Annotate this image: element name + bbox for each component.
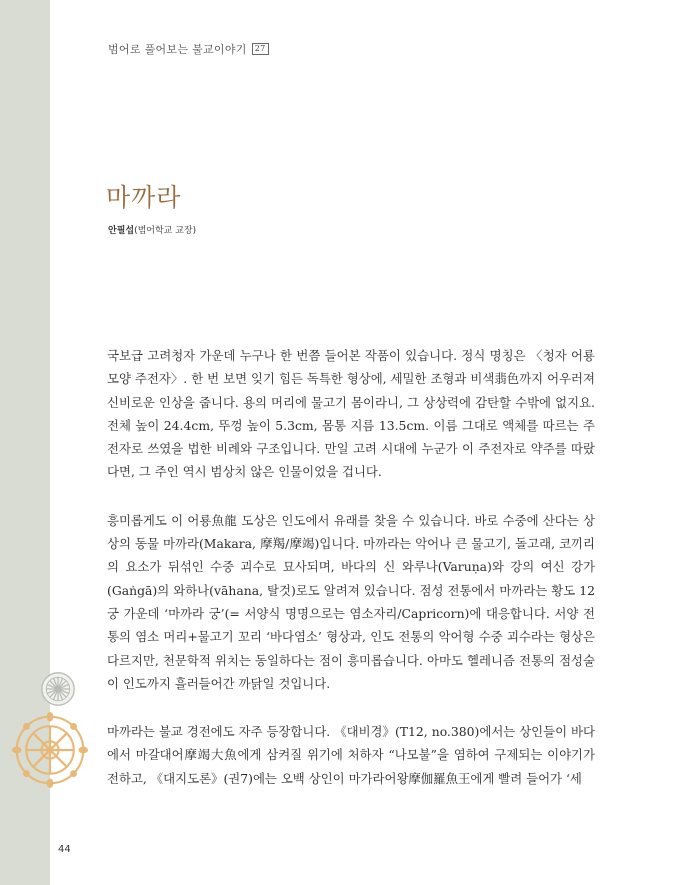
dharma-wheel-icon — [40, 671, 76, 707]
running-header — [108, 41, 269, 57]
article-body — [107, 344, 595, 815]
author-name: 안필섭 — [108, 226, 135, 236]
author-byline — [108, 223, 196, 236]
body-paragraph: 흥미롭게도 이 어룡魚龍 도상은 인도에서 유래를 찾을 수 있습니다. 바로 수중에 산다는 상상의 동물 마까라(Makara, 摩羯/摩竭)입니다. 마까라는 악어나 큰 물고기, 돌고래, 코끼리의 요소가 뒤섞인 수중 괴수로 묘사되며, 바다의 신 와루나(Varuṇa)와 강의 여신 강가(Gaṅgā)의 와하나(vāhana, 탈것)로도 알려져 있습니다. 점성 전통에서 마까라는 황도 12궁 가운데 ‘마까라 궁’(= 서양식 명명으로는 염소자리/Capricorn)에 대응합니다. 서양 전통의 염소 머리+물고기 꼬리 ‘바다염소’ 형상과, 인도 전통의 악어형 수중 괴수라는 형상은 다르지만, 천문학적 위치는 동일하다는 점이 흥미롭습니다. 아마도 헬레니즘 전통의 점성술이 인도까지 흘러들어간 까닭일 것입니다. — [107, 512, 595, 691]
body-paragraph: 마까라는 불교 경전에도 자주 등장합니다. 《대비경》(T12, no.380)에서는 상인들이 바다에서 마갈대어摩竭大魚에게 삼켜질 위기에 처하자 “나모불”을 염하여 구제되는 이야기가 전하고, 《대지도론》(권7)에는 오백 상인이 마가라어왕摩伽羅魚王에게 빨려 들어가 ‘세 — [107, 724, 595, 786]
body-paragraph: 국보급 고려청자 가운데 누구나 한 번쯤 들어본 작품이 있습니다. 정식 명칭은 〈청자 어룡모양 주전자〉. 한 번 보면 잊기 힘든 독특한 형상에, 세밀한 조형과 비색翡色까지 어우러져 신비로운 인상을 줍니다. 용의 머리에 물고기 몸이라니, 그 상상력에 감탄할 수밖에 없지요. 전체 높이 24.4cm, 뚜껑 높이 5.3cm, 몸통 지름 13.5cm. 이름 그대로 액체를 따르는 주전자로 쓰였을 법한 비례와 구조입니다. 만일 고려 시대에 누군가 이 주전자로 약주를 따랐다면, 그 주인 역시 범상치 않은 인물이었을 겁니다. — [107, 348, 595, 480]
page-number: 44 — [58, 844, 71, 855]
author-affiliation: (범어학교 교장) — [134, 226, 197, 236]
lotus-wheel-icon — [12, 712, 88, 788]
running-header-number: 27 — [252, 43, 269, 55]
running-header-text: 범어로 풀어보는 불교이야기 — [108, 43, 247, 56]
article-title: 마까라 — [106, 183, 182, 212]
